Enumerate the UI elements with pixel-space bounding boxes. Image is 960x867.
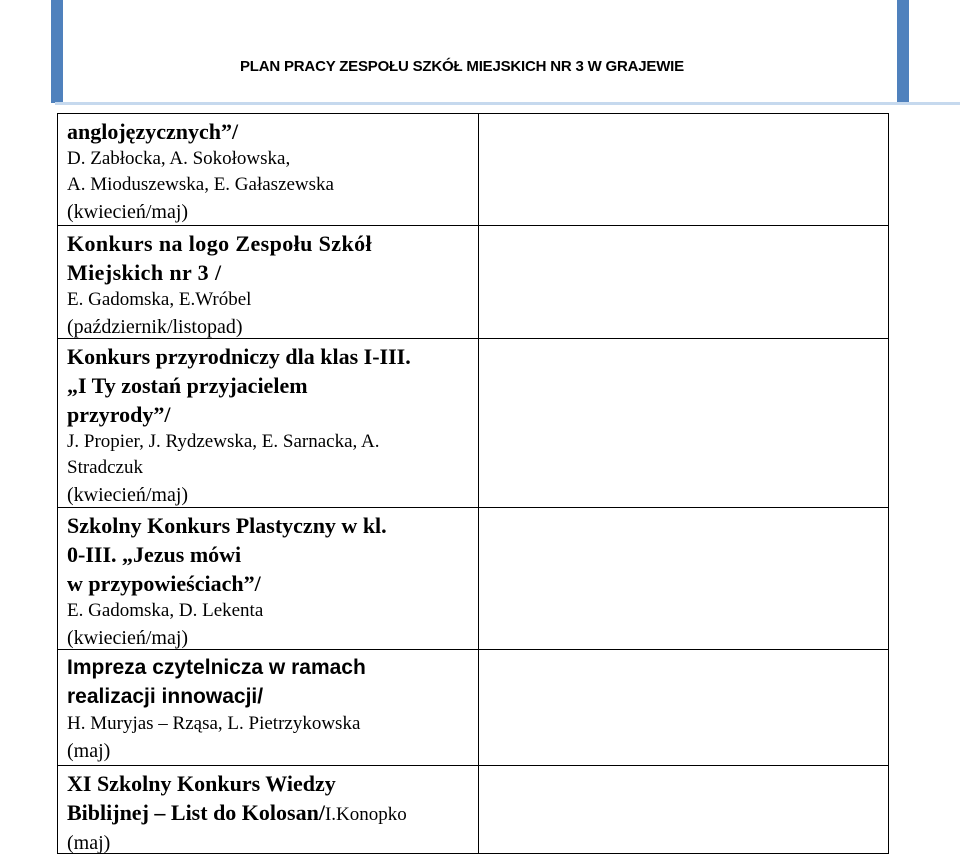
table-row xyxy=(58,650,889,766)
event-title-line xyxy=(67,798,470,829)
event-title-line: Miejskich nr 3 / xyxy=(67,260,222,285)
empty-cell xyxy=(479,766,889,854)
event-organizers-line: A. Mioduszewska, E. Gałaszewska xyxy=(67,174,334,195)
table-row xyxy=(58,339,889,508)
event-organizers-line: D. Zabłocka, A. Sokołowska, xyxy=(67,148,291,169)
event-organizers-line: J. Propier, J. Rydzewska, E. Sarnacka, A. xyxy=(67,431,380,452)
table-row xyxy=(58,508,889,650)
event-cell xyxy=(58,114,479,226)
event-title-line: Impreza czytelnicza w ramach xyxy=(67,656,366,679)
empty-cell xyxy=(479,226,889,339)
plan-table xyxy=(57,113,889,854)
header-divider xyxy=(55,102,960,105)
event-title-line: realizacji innowacji/ xyxy=(67,685,264,708)
event-date: (maj) xyxy=(67,740,111,762)
event-title-line: „I Ty zostań przyjacielem xyxy=(67,373,308,398)
event-title-line: Konkurs przyrodniczy dla klas I-III. xyxy=(67,344,411,369)
event-organizers-line: E. Gadomska, E.Wróbel xyxy=(67,289,252,310)
event-date: (kwiecień/maj) xyxy=(67,484,189,506)
empty-cell xyxy=(479,339,889,508)
event-cell xyxy=(58,226,479,339)
event-cell xyxy=(58,339,479,508)
event-organizers-line: H. Muryjas – Rząsa, L. Pietrzykowska xyxy=(67,713,361,734)
header-accent-bar-left xyxy=(51,0,63,103)
event-title-line: w przypowieściach”/ xyxy=(67,571,261,596)
header-accent-bar-right xyxy=(897,0,909,103)
event-date: (kwiecień/maj) xyxy=(67,627,189,649)
event-cell xyxy=(58,508,479,650)
document-header-title: PLAN PRACY ZESPOŁU SZKÓŁ MIEJSKICH NR 3 W GRAJEWIE xyxy=(240,58,684,75)
table-row xyxy=(58,114,889,226)
event-title-text: Biblijnej – List do Kolosan/ xyxy=(67,800,325,825)
event-date: (kwiecień/maj) xyxy=(67,201,189,223)
event-cell xyxy=(58,766,479,854)
event-organizer-inline: I.Konopko xyxy=(324,804,407,825)
event-title-line: XI Szkolny Konkurs Wiedzy xyxy=(67,771,336,796)
event-cell xyxy=(58,650,479,766)
event-organizers-line: E. Gadomska, D. Lekenta xyxy=(67,600,264,621)
table-row xyxy=(58,226,889,339)
table-row xyxy=(58,766,889,854)
empty-cell xyxy=(479,114,889,226)
event-date: (maj) xyxy=(67,832,111,854)
empty-cell xyxy=(479,508,889,650)
empty-cell xyxy=(479,650,889,766)
event-title-line: Konkurs na logo Zespołu Szkół xyxy=(67,231,373,256)
event-title-line: anglojęzycznych”/ xyxy=(67,119,239,144)
event-organizers-line: Stradczuk xyxy=(67,457,143,478)
event-title-line: 0-III. „Jezus mówi xyxy=(67,542,242,567)
event-date: (październik/listopad) xyxy=(67,316,243,338)
event-title-line: przyrody”/ xyxy=(67,402,171,427)
event-title-line: Szkolny Konkurs Plastyczny w kl. xyxy=(67,513,387,538)
